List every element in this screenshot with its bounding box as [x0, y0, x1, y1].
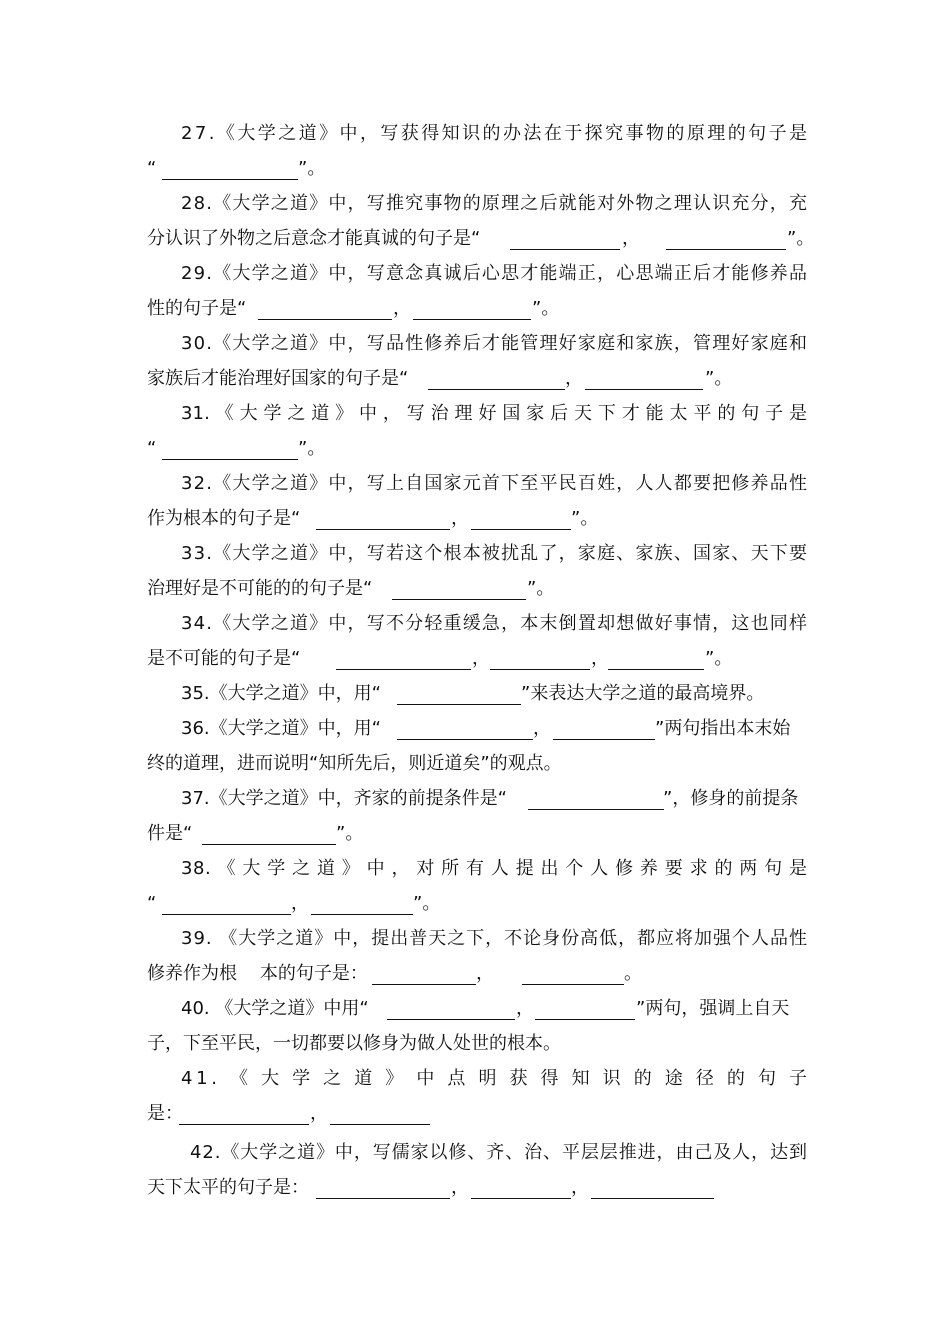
answer-blank[interactable]	[387, 1019, 515, 1020]
answer-blank[interactable]	[522, 984, 624, 985]
answer-blank[interactable]	[535, 1019, 635, 1020]
answer-blank[interactable]	[162, 459, 298, 460]
question-text: ”。	[571, 508, 599, 529]
answer-blank[interactable]	[471, 529, 571, 530]
question-text: 天下太平的句子是：	[147, 1177, 309, 1198]
answer-blank[interactable]	[316, 1198, 450, 1199]
question-text: ，	[571, 1177, 589, 1198]
question-text: 。	[624, 963, 642, 984]
answer-blank[interactable]	[372, 984, 476, 985]
question-33-line-1	[0, 537, 950, 571]
question-text: 34.《大学之道》中，写不分轻重缓急，本末倒置却想做好事情，这也同样	[181, 613, 809, 634]
question-32-line-2	[0, 502, 950, 536]
question-40-line-2	[0, 1027, 950, 1061]
question-text: ”，修身的前提条	[663, 788, 799, 809]
answer-blank[interactable]	[397, 739, 533, 740]
question-text: ”两句，强调上自天	[636, 998, 790, 1019]
question-text: ，	[291, 893, 309, 914]
question-text: 39. 《大学之道》中，提出普天之下，不论身份高低，都应将加强个人品性	[181, 928, 808, 949]
answer-blank[interactable]	[553, 739, 655, 740]
question-29-line-1	[0, 257, 950, 291]
answer-blank[interactable]	[413, 319, 531, 320]
answer-blank[interactable]	[585, 389, 703, 390]
question-41-line-1	[0, 1062, 950, 1096]
question-text: “	[147, 438, 157, 459]
question-38-line-2	[0, 887, 950, 921]
question-text: ”。	[705, 648, 733, 669]
question-27-line-2	[0, 152, 950, 186]
question-text: ，	[393, 298, 411, 319]
question-text: 30.《大学之道》中，写品性修养后才能管理好家庭和家族，管理好家庭和	[181, 333, 809, 354]
question-28-line-2	[0, 222, 950, 256]
question-30-line-2	[0, 362, 950, 396]
question-text: ”。	[787, 228, 815, 249]
question-36-line-1	[0, 712, 950, 746]
question-text: ”。	[527, 578, 555, 599]
question-text: ”来表达大学之道的最高境界。	[521, 683, 765, 704]
question-text: 29.《大学之道》中，写意念真诚后心思才能端正，心思端正后才能修养品	[181, 263, 809, 284]
question-text: “	[147, 158, 157, 179]
question-31-line-1	[0, 397, 950, 431]
question-text: ”。	[532, 298, 560, 319]
question-text: 家族后才能治理好国家的句子是“	[147, 368, 409, 389]
question-text: ，	[516, 998, 534, 1019]
question-text: 33.《大学之道》中，写若这个根本被扰乱了，家庭、家族、国家、天下要	[181, 543, 809, 564]
question-35-line-1	[0, 677, 950, 711]
question-text: 分认识了外物之后意念才能真诚的句子是“	[147, 228, 481, 249]
question-text: 是不可能的句子是“	[147, 648, 301, 669]
question-text: 36.《大学之道》中，用“	[181, 718, 381, 739]
question-text: 27.《大学之道》中，写获得知识的办法在于探究事物的原理的句子是	[181, 123, 810, 144]
question-text: ，	[533, 718, 551, 739]
question-text: 修养作为根 本的句子是：	[147, 963, 368, 984]
question-text: 性的句子是“	[147, 298, 247, 319]
question-28-line-1	[0, 187, 950, 221]
question-34-line-1	[0, 607, 950, 641]
question-text: 40. 《大学之道》中用“	[181, 998, 369, 1019]
question-text: ”。	[413, 893, 441, 914]
question-40-line-1	[0, 992, 950, 1026]
answer-blank[interactable]	[428, 389, 565, 390]
question-text: 是：	[147, 1103, 183, 1124]
question-text: ，	[565, 368, 583, 389]
question-text: 38. 《 大 学 之 道 》 中 ， 对 所 有 人 提 出 个 人 修 养 要 求 的 两 句 是	[181, 858, 808, 879]
question-27-line-1	[0, 117, 950, 151]
question-text: 终的道理，进而说明“知所先后，则近道矣”的观点。	[147, 753, 562, 774]
answer-blank[interactable]	[202, 844, 336, 845]
question-text: “	[147, 893, 157, 914]
answer-blank[interactable]	[392, 599, 526, 600]
question-text: ，	[622, 228, 640, 249]
question-text: ，	[472, 648, 490, 669]
answer-blank[interactable]	[311, 914, 413, 915]
question-text: 37.《大学之道》中，齐家的前提条件是“	[181, 788, 507, 809]
answer-blank[interactable]	[258, 319, 392, 320]
question-text: 41. 《 大 学 之 道 》 中 点 明 获 得 知 识 的 途 径 的 句 子	[181, 1068, 811, 1089]
question-text: ，	[310, 1103, 328, 1124]
answer-blank[interactable]	[490, 669, 590, 670]
question-text: 作为根本的句子是“	[147, 508, 301, 529]
question-text: 32.《大学之道》中，写上自国家元首下至平民百姓，人人都要把修养品性	[181, 473, 809, 494]
question-text: ，	[476, 963, 494, 984]
question-text: ”。	[336, 823, 364, 844]
question-42-line-1	[0, 1136, 950, 1170]
question-39-line-1	[0, 922, 950, 956]
question-32-line-1	[0, 467, 950, 501]
question-37-line-1	[0, 782, 950, 816]
answer-blank[interactable]	[330, 1124, 430, 1125]
question-42-line-2	[0, 1171, 950, 1205]
answer-blank[interactable]	[336, 669, 471, 670]
question-33-line-2	[0, 572, 950, 606]
question-text: ，	[451, 1177, 469, 1198]
answer-blank[interactable]	[397, 704, 521, 705]
answer-blank[interactable]	[510, 249, 620, 250]
question-38-line-1	[0, 852, 950, 886]
question-30-line-1	[0, 327, 950, 361]
question-text: ，	[451, 508, 469, 529]
answer-blank[interactable]	[316, 529, 450, 530]
answer-blank[interactable]	[179, 1124, 309, 1125]
question-text: 28.《大学之道》中，写推究事物的原理之后就能对外物之理认识充分，充	[181, 193, 809, 214]
question-34-line-2	[0, 642, 950, 676]
question-41-line-2	[0, 1097, 950, 1131]
question-text: ”。	[705, 368, 733, 389]
question-text: 治理好是不可能的的句子是“	[147, 578, 373, 599]
answer-blank[interactable]	[666, 249, 786, 250]
question-39-line-2	[0, 957, 950, 991]
answer-blank[interactable]	[608, 669, 704, 670]
question-text: ”。	[298, 438, 326, 459]
question-text: 件是“	[147, 823, 193, 844]
answer-blank[interactable]	[162, 914, 291, 915]
answer-blank[interactable]	[528, 809, 664, 810]
question-text: 31. 《 大 学 之 道 》 中 ， 写 治 理 好 国 家 后 天 下 才 能 太 平 的 句 子 是	[181, 403, 808, 424]
question-text: ”。	[298, 158, 326, 179]
question-29-line-2	[0, 292, 950, 326]
answer-blank[interactable]	[162, 179, 298, 180]
question-text: 42.《大学之道》中，写儒家以修、齐、治、平层层推进，由己及人，达到	[190, 1142, 808, 1163]
answer-blank[interactable]	[471, 1198, 571, 1199]
question-text: ，	[591, 648, 609, 669]
question-36-line-2	[0, 747, 950, 781]
question-text: 子，下至平民，一切都要以修身为做人处世的根本。	[147, 1033, 561, 1054]
question-31-line-2	[0, 432, 950, 466]
question-text: ”两句指出本末始	[655, 718, 791, 739]
question-text: 35.《大学之道》中，用“	[181, 683, 381, 704]
question-37-line-2	[0, 817, 950, 851]
answer-blank[interactable]	[591, 1198, 714, 1199]
